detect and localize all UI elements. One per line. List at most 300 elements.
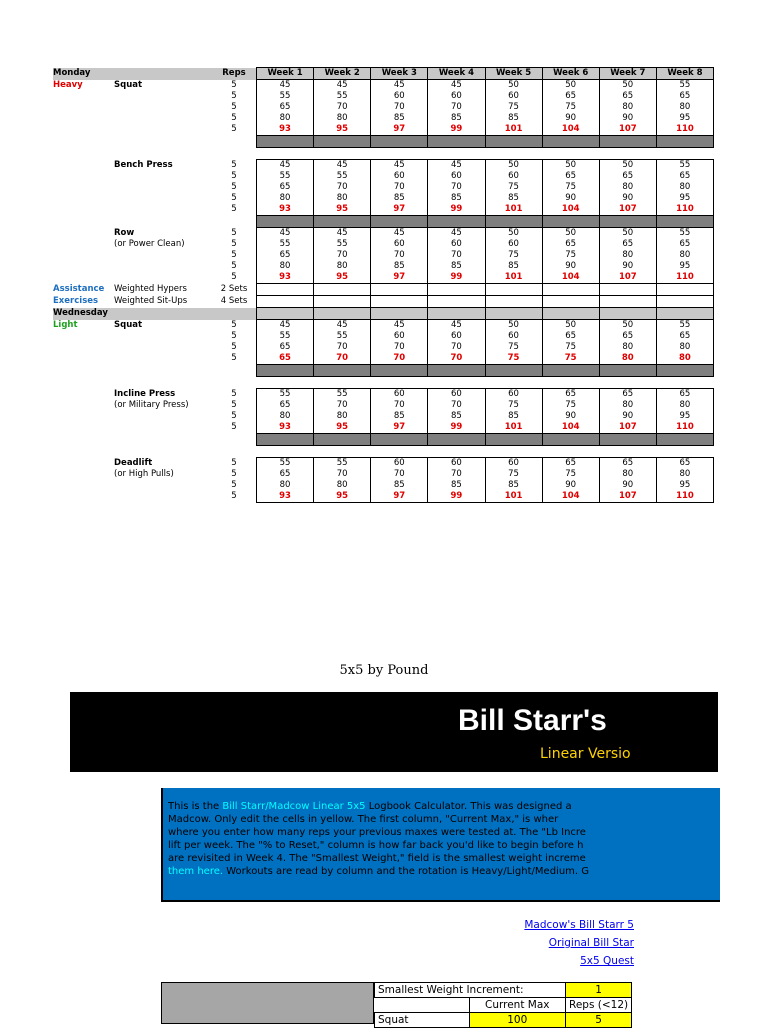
day-cell xyxy=(53,434,114,446)
week-value-cell: 85 xyxy=(428,193,485,204)
reps-cell: 5 xyxy=(231,400,237,410)
week-value-cell: 75 xyxy=(485,400,542,411)
day-cell xyxy=(53,171,114,182)
week-empty-cell xyxy=(371,284,428,296)
week-value-cell: 99 xyxy=(428,422,485,434)
week-empty-cell xyxy=(314,296,371,308)
reps-cell: 5 xyxy=(231,331,237,341)
exercise-cell xyxy=(114,182,212,193)
week-value-cell: 70 xyxy=(428,250,485,261)
exercise-cell xyxy=(114,491,212,503)
reps-cell: 5 xyxy=(231,239,237,249)
week-empty-cell xyxy=(656,136,713,148)
week-value-cell: 70 xyxy=(371,182,428,193)
week-value-cell: 55 xyxy=(656,160,713,172)
week-value-cell: 45 xyxy=(428,320,485,332)
week-value-cell: 55 xyxy=(314,331,371,342)
spacer-cell xyxy=(656,148,713,160)
day-cell xyxy=(53,250,114,261)
week-value-cell: 101 xyxy=(485,422,542,434)
week-empty-cell xyxy=(371,365,428,377)
week-empty-cell xyxy=(485,296,542,308)
week-value-cell: 45 xyxy=(428,228,485,240)
exercise-cell xyxy=(114,422,212,434)
table-row xyxy=(53,261,714,272)
week-value-cell: 70 xyxy=(371,469,428,480)
exercise-cell xyxy=(114,411,212,422)
week-value-cell: 65 xyxy=(599,91,656,102)
week-value-cell: 101 xyxy=(485,491,542,503)
table-row xyxy=(53,331,714,342)
spacer-cell xyxy=(542,148,599,160)
week-value-cell: 95 xyxy=(314,272,371,284)
week-value-cell: 75 xyxy=(542,342,599,353)
week-value-cell: 80 xyxy=(656,250,713,261)
week-value-cell: 60 xyxy=(428,171,485,182)
week-value-cell: 97 xyxy=(371,204,428,216)
week-value-cell: 80 xyxy=(656,400,713,411)
reps-cell: 5 xyxy=(231,272,237,283)
spacer-cell xyxy=(371,446,428,458)
exercise-cell xyxy=(114,272,212,284)
week-empty-cell xyxy=(257,284,314,296)
week-value-cell: 50 xyxy=(599,228,656,240)
week-value-cell: 55 xyxy=(257,331,314,342)
info-link-calculator[interactable]: Bill Starr/Madcow Linear 5x5 xyxy=(222,801,366,812)
link-madcow[interactable]: Madcow's Bill Starr 5 xyxy=(524,919,634,931)
week-header: Week 7 xyxy=(599,68,656,80)
week-value-cell: 90 xyxy=(599,480,656,491)
reps-cell xyxy=(212,365,257,377)
week-value-cell: 85 xyxy=(485,411,542,422)
week-empty-cell xyxy=(485,216,542,228)
table-row xyxy=(53,204,714,216)
week-value-cell: 60 xyxy=(428,91,485,102)
reps-cell: 5 xyxy=(231,91,237,101)
week-value-cell: 90 xyxy=(542,113,599,124)
reps-cell xyxy=(212,136,257,148)
spacer-cell xyxy=(212,148,257,160)
week-header xyxy=(542,308,599,320)
table-row xyxy=(53,296,714,308)
assistance-exercise: Weighted Sit-Ups xyxy=(114,296,188,306)
week-value-cell: 95 xyxy=(656,113,713,124)
table-row xyxy=(53,365,714,377)
week-value-cell: 101 xyxy=(485,272,542,284)
week-empty-cell xyxy=(371,216,428,228)
week-value-cell: 80 xyxy=(656,182,713,193)
spacer-cell xyxy=(542,377,599,389)
table-row xyxy=(53,446,714,458)
week-value-cell: 60 xyxy=(428,331,485,342)
week-value-cell: 99 xyxy=(428,272,485,284)
week-value-cell: 65 xyxy=(599,458,656,470)
day-label: Wednesday xyxy=(53,308,114,320)
day-cell xyxy=(53,458,114,470)
week-empty-cell xyxy=(428,136,485,148)
week-value-cell: 70 xyxy=(428,102,485,113)
spacer-cell xyxy=(371,148,428,160)
reps-cell: 5 xyxy=(231,388,237,399)
week-value-cell: 60 xyxy=(371,171,428,182)
reps-cell: 5 xyxy=(231,353,237,364)
spacer-cell xyxy=(114,148,212,160)
workout-sheet xyxy=(53,67,714,503)
week-value-cell: 70 xyxy=(428,182,485,193)
week-value-cell: 80 xyxy=(314,193,371,204)
week-value-cell: 85 xyxy=(371,480,428,491)
week-value-cell: 101 xyxy=(485,124,542,136)
day-cell xyxy=(53,365,114,377)
exercise-alternate: (or Military Press) xyxy=(114,400,189,410)
spacer-cell xyxy=(371,377,428,389)
week-value-cell: 75 xyxy=(485,182,542,193)
day-cell xyxy=(53,400,114,411)
week-value-cell: 110 xyxy=(656,422,713,434)
table-row xyxy=(53,91,714,102)
week-header: Week 2 xyxy=(314,68,371,80)
week-empty-cell xyxy=(485,434,542,446)
week-empty-cell xyxy=(542,365,599,377)
week-value-cell: 80 xyxy=(656,342,713,353)
week-value-cell: 60 xyxy=(485,458,542,470)
day-cell xyxy=(53,469,114,480)
week-empty-cell xyxy=(371,296,428,308)
table-row xyxy=(53,228,714,240)
spacer-cell xyxy=(212,377,257,389)
reps-cell: 5 xyxy=(231,457,237,468)
week-value-cell: 50 xyxy=(599,320,656,332)
table-row xyxy=(53,102,714,113)
week-value-cell: 65 xyxy=(656,389,713,401)
week-value-cell: 55 xyxy=(257,458,314,470)
week-value-cell: 75 xyxy=(485,342,542,353)
week-value-cell: 95 xyxy=(656,480,713,491)
table-row xyxy=(53,136,714,148)
info-box xyxy=(161,788,720,902)
week-value-cell: 55 xyxy=(314,389,371,401)
week-value-cell: 50 xyxy=(485,160,542,172)
spacer-cell xyxy=(314,377,371,389)
squat-max-input[interactable]: 100 xyxy=(469,1013,566,1028)
table-row xyxy=(53,272,714,284)
week-value-cell: 80 xyxy=(656,353,713,365)
week-header xyxy=(257,308,314,320)
week-value-cell: 85 xyxy=(428,411,485,422)
table-row xyxy=(53,239,714,250)
week-value-cell: 65 xyxy=(542,91,599,102)
week-value-cell: 50 xyxy=(542,160,599,172)
spacer-cell xyxy=(656,377,713,389)
table-row xyxy=(53,193,714,204)
week-value-cell: 90 xyxy=(599,411,656,422)
week-value-cell: 104 xyxy=(542,272,599,284)
day-cell xyxy=(53,160,114,172)
exercise-cell xyxy=(114,216,212,228)
table-row xyxy=(53,434,714,446)
spacer-cell xyxy=(599,446,656,458)
week-empty-cell xyxy=(656,216,713,228)
day-cell xyxy=(53,389,114,401)
reference-links xyxy=(460,916,634,970)
week-value-cell: 45 xyxy=(371,80,428,92)
week-value-cell: 80 xyxy=(314,113,371,124)
week-value-cell: 60 xyxy=(371,91,428,102)
week-value-cell: 80 xyxy=(314,261,371,272)
exercise-name: Squat xyxy=(114,79,143,90)
week-value-cell: 50 xyxy=(485,228,542,240)
week-value-cell: 65 xyxy=(599,331,656,342)
table-row xyxy=(53,216,714,228)
week-value-cell: 104 xyxy=(542,491,599,503)
week-value-cell: 70 xyxy=(428,353,485,365)
week-value-cell: 80 xyxy=(257,193,314,204)
week-value-cell: 80 xyxy=(656,102,713,113)
week-value-cell: 70 xyxy=(314,469,371,480)
table-row xyxy=(53,124,714,136)
info-text xyxy=(168,800,638,878)
table-row xyxy=(53,250,714,261)
week-empty-cell xyxy=(542,136,599,148)
spacer-cell xyxy=(212,446,257,458)
day-cell xyxy=(53,113,114,124)
week-value-cell: 75 xyxy=(542,102,599,113)
calc-gray-panel xyxy=(161,982,374,1024)
spacer-cell xyxy=(314,446,371,458)
week-value-cell: 107 xyxy=(599,272,656,284)
day-cell xyxy=(53,204,114,216)
week-value-cell: 75 xyxy=(542,353,599,365)
week-value-cell: 55 xyxy=(257,171,314,182)
lift-name-squat: Squat xyxy=(375,1013,470,1028)
link-original[interactable]: Original Bill Star xyxy=(548,937,634,949)
spacer-cell xyxy=(53,148,114,160)
day-cell xyxy=(53,272,114,284)
week-empty-cell xyxy=(599,434,656,446)
week-value-cell: 95 xyxy=(314,422,371,434)
week-value-cell: 95 xyxy=(656,261,713,272)
week-value-cell: 65 xyxy=(599,171,656,182)
increment-input[interactable]: 1 xyxy=(566,983,632,998)
week-value-cell: 65 xyxy=(542,389,599,401)
week-empty-cell xyxy=(371,434,428,446)
week-value-cell: 85 xyxy=(485,480,542,491)
week-empty-cell xyxy=(428,284,485,296)
week-value-cell: 45 xyxy=(371,320,428,332)
calculator-inputs xyxy=(161,982,634,1024)
week-value-cell: 45 xyxy=(428,160,485,172)
week-value-cell: 70 xyxy=(314,102,371,113)
exercise-cell xyxy=(114,261,212,272)
week-value-cell: 75 xyxy=(485,469,542,480)
exercise-cell xyxy=(114,331,212,342)
exercise-cell xyxy=(114,91,212,102)
week-value-cell: 85 xyxy=(371,261,428,272)
assistance-exercise: Weighted Hypers xyxy=(114,284,187,294)
week-value-cell: 50 xyxy=(485,80,542,92)
reps-cell: 5 xyxy=(231,491,237,502)
week-value-cell: 93 xyxy=(257,124,314,136)
spacer-cell xyxy=(656,446,713,458)
current-max-header: Current Max xyxy=(469,998,566,1013)
week-empty-cell xyxy=(257,136,314,148)
spacer-cell xyxy=(485,446,542,458)
week-value-cell: 107 xyxy=(599,422,656,434)
week-value-cell: 80 xyxy=(656,469,713,480)
week-value-cell: 60 xyxy=(485,239,542,250)
week-empty-cell xyxy=(542,434,599,446)
exercise-cell xyxy=(114,434,212,446)
week-value-cell: 55 xyxy=(314,91,371,102)
table-row xyxy=(53,113,714,124)
week-value-cell: 50 xyxy=(599,160,656,172)
reps-cell: 5 xyxy=(231,342,237,352)
week-value-cell: 65 xyxy=(656,331,713,342)
week-empty-cell xyxy=(656,284,713,296)
week-header xyxy=(599,308,656,320)
week-header: Week 6 xyxy=(542,68,599,80)
week-empty-cell xyxy=(371,136,428,148)
exercise-cell xyxy=(114,193,212,204)
week-value-cell: 93 xyxy=(257,204,314,216)
reps-cell: 5 xyxy=(231,193,237,203)
exercise-cell xyxy=(114,102,212,113)
week-value-cell: 60 xyxy=(371,239,428,250)
week-value-cell: 55 xyxy=(314,458,371,470)
reps-cell: 5 xyxy=(231,319,237,330)
spacer-cell xyxy=(314,148,371,160)
week-header: Week 5 xyxy=(485,68,542,80)
exercise-name: Deadlift xyxy=(114,457,153,468)
banner-title: Bill Starr's xyxy=(458,704,607,737)
calc-table xyxy=(374,982,632,1028)
week-empty-cell xyxy=(257,365,314,377)
spacer-cell xyxy=(542,446,599,458)
table-row xyxy=(53,389,714,401)
exercise-cell xyxy=(114,365,212,377)
week-empty-cell xyxy=(428,296,485,308)
reps-cell: 5 xyxy=(231,124,237,135)
exercise-cell xyxy=(114,342,212,353)
week-value-cell: 75 xyxy=(542,400,599,411)
week-header xyxy=(371,308,428,320)
exercise-cell xyxy=(114,136,212,148)
week-value-cell: 60 xyxy=(428,458,485,470)
assistance-sets: 2 Sets xyxy=(220,284,248,294)
week-value-cell: 50 xyxy=(485,320,542,332)
week-empty-cell xyxy=(257,216,314,228)
assistance-sets: 4 Sets xyxy=(220,296,248,306)
day-label: Monday xyxy=(53,68,114,80)
week-value-cell: 97 xyxy=(371,272,428,284)
day-cell xyxy=(53,239,114,250)
page-caption: 5x5 by Pound xyxy=(339,663,429,678)
week-value-cell: 95 xyxy=(656,193,713,204)
week-value-cell: 70 xyxy=(314,342,371,353)
week-value-cell: 45 xyxy=(371,228,428,240)
week-value-cell: 80 xyxy=(599,182,656,193)
week-value-cell: 80 xyxy=(257,411,314,422)
week-empty-cell xyxy=(257,296,314,308)
week-value-cell: 75 xyxy=(485,250,542,261)
week-value-cell: 65 xyxy=(542,331,599,342)
week-value-cell: 85 xyxy=(485,113,542,124)
spacer-cell xyxy=(257,148,314,160)
week-value-cell: 70 xyxy=(428,469,485,480)
week-empty-cell xyxy=(314,434,371,446)
table-row xyxy=(53,377,714,389)
week-value-cell: 110 xyxy=(656,272,713,284)
week-value-cell: 110 xyxy=(656,204,713,216)
week-value-cell: 90 xyxy=(542,480,599,491)
table-row xyxy=(53,171,714,182)
week-value-cell: 65 xyxy=(542,239,599,250)
week-value-cell: 99 xyxy=(428,124,485,136)
week-value-cell: 50 xyxy=(542,80,599,92)
table-row xyxy=(53,68,714,80)
week-value-cell: 65 xyxy=(257,469,314,480)
week-value-cell: 80 xyxy=(257,261,314,272)
week-header xyxy=(485,308,542,320)
squat-reps-input[interactable]: 5 xyxy=(566,1013,632,1028)
info-link-here[interactable]: them here. xyxy=(168,866,224,877)
info-text-4: lift per week. The "% to Reset," column is how far back you'd like to begin before h xyxy=(168,840,584,851)
spacer-cell xyxy=(428,148,485,160)
week-empty-cell xyxy=(314,365,371,377)
week-value-cell: 75 xyxy=(542,469,599,480)
week-value-cell: 55 xyxy=(656,320,713,332)
week-value-cell: 45 xyxy=(257,80,314,92)
week-value-cell: 80 xyxy=(599,469,656,480)
week-value-cell: 93 xyxy=(257,491,314,503)
week-empty-cell xyxy=(485,284,542,296)
day-cell xyxy=(53,353,114,365)
week-value-cell: 75 xyxy=(485,353,542,365)
reps-cell: 5 xyxy=(231,480,237,490)
exercise-cell xyxy=(114,480,212,491)
week-value-cell: 85 xyxy=(428,261,485,272)
day-cell xyxy=(53,480,114,491)
reps-header: Reps (<12) xyxy=(566,998,632,1013)
exercise-alternate: (or High Pulls) xyxy=(114,469,174,479)
week-empty-cell xyxy=(257,434,314,446)
exercise-name: Row xyxy=(114,227,135,238)
week-value-cell: 80 xyxy=(599,102,656,113)
week-value-cell: 70 xyxy=(428,400,485,411)
week-value-cell: 60 xyxy=(428,239,485,250)
week-value-cell: 70 xyxy=(428,342,485,353)
week-value-cell: 104 xyxy=(542,124,599,136)
week-value-cell: 55 xyxy=(257,91,314,102)
week-value-cell: 90 xyxy=(542,411,599,422)
reps-cell: 5 xyxy=(231,102,237,112)
week-value-cell: 97 xyxy=(371,422,428,434)
table-row xyxy=(53,342,714,353)
week-value-cell: 80 xyxy=(599,250,656,261)
week-value-cell: 70 xyxy=(371,102,428,113)
spacer-cell xyxy=(599,148,656,160)
week-value-cell: 70 xyxy=(371,250,428,261)
week-value-cell: 65 xyxy=(542,458,599,470)
day-cell xyxy=(53,182,114,193)
reps-cell: 5 xyxy=(231,250,237,260)
exercise-name: Squat xyxy=(114,319,143,330)
week-value-cell: 45 xyxy=(314,320,371,332)
week-value-cell: 65 xyxy=(656,458,713,470)
link-5x5-quest[interactable]: 5x5 Quest xyxy=(580,955,634,967)
table-row xyxy=(53,353,714,365)
week-value-cell: 60 xyxy=(485,171,542,182)
